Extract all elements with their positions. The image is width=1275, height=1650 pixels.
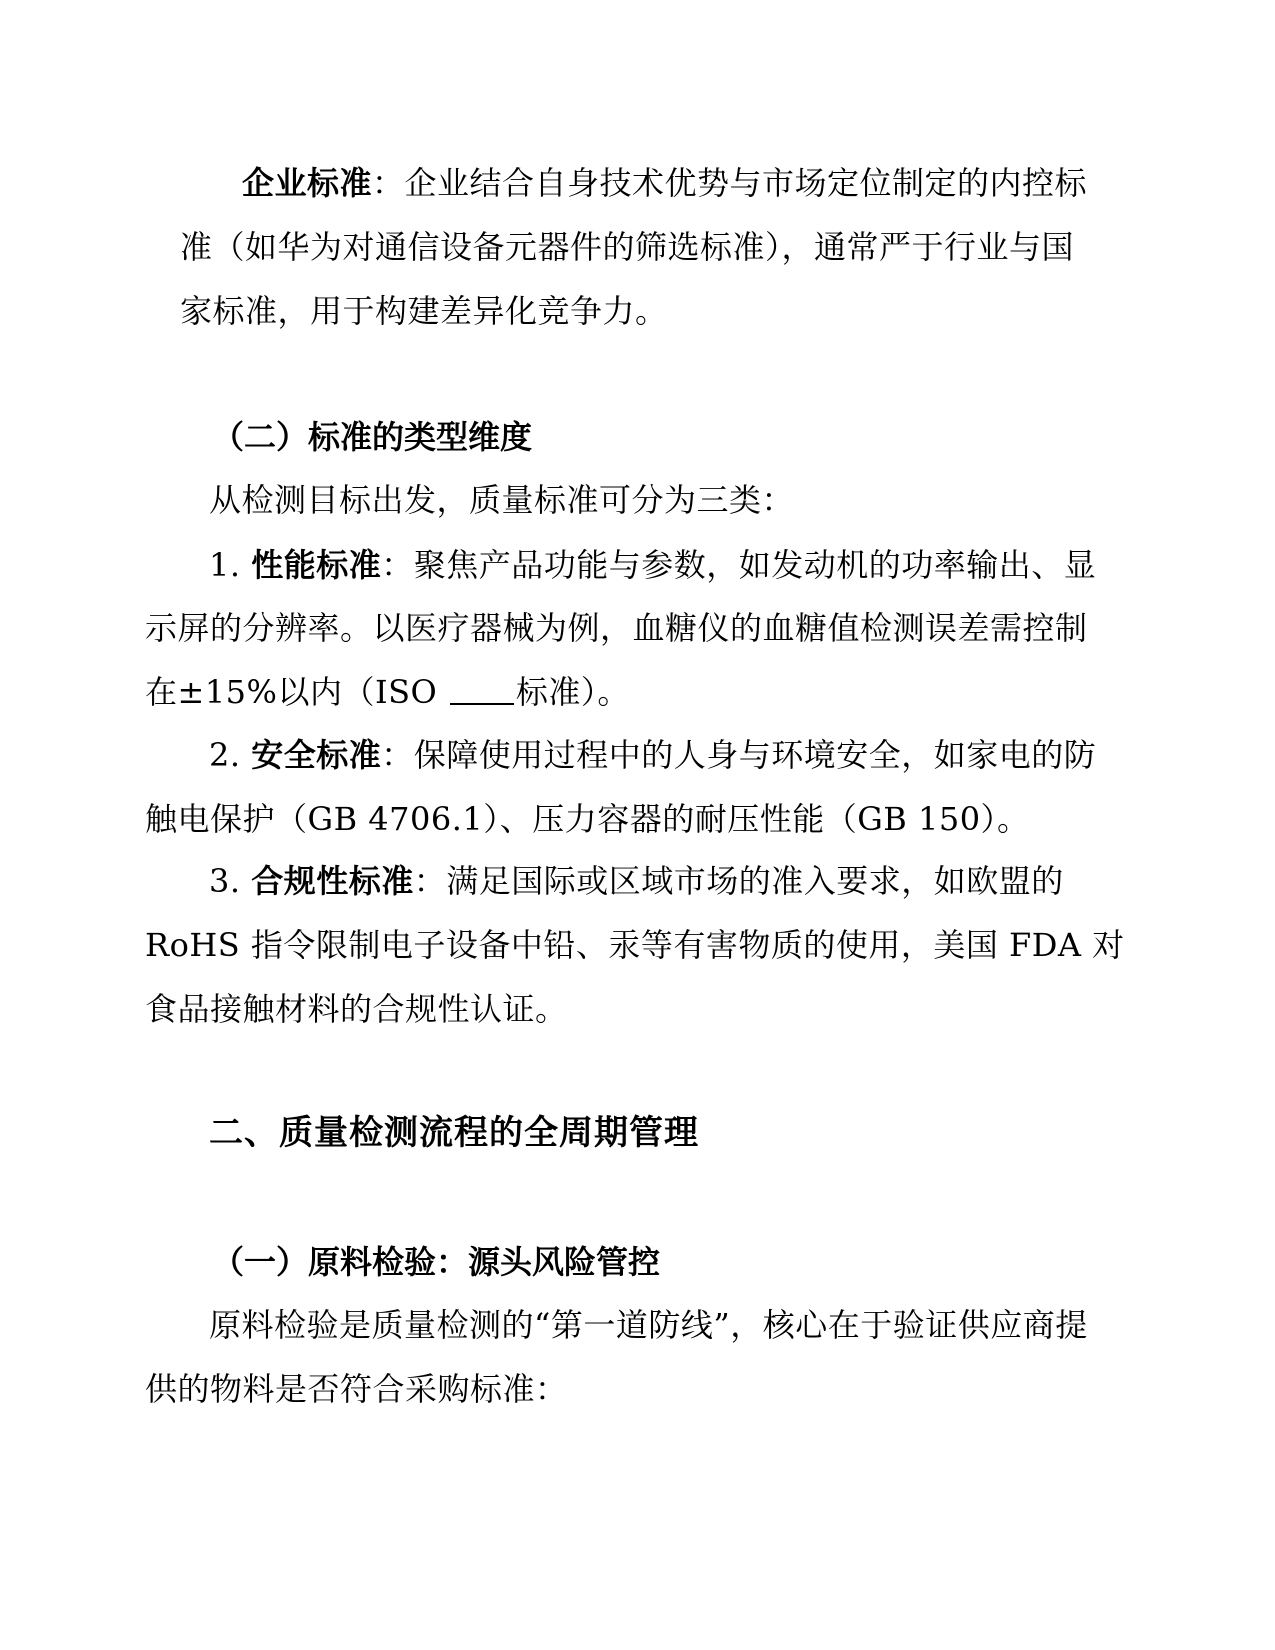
item-1-number: 1. — [209, 546, 252, 584]
colon: ： — [381, 546, 414, 584]
colon: ： — [381, 736, 414, 774]
item-1-term: 性能标准 — [251, 546, 382, 584]
item-2-number: 2. — [209, 736, 252, 774]
section-2-2-intro: 从检测目标出发，质量标准可分为三类： — [209, 481, 795, 519]
item-3-line-3: 食品接触材料的合规性认证。 — [145, 990, 568, 1028]
item-2-line-2: 触电保护（GB 4706.1）、压力容器的耐压性能（GB 150）。 — [145, 800, 1030, 838]
item-2-term: 安全标准 — [251, 736, 382, 774]
item-3-line-2: RoHS 指令限制电子设备中铅、汞等有害物质的使用，美国 FDA 对 — [145, 926, 1125, 964]
enterprise-standard-line-3: 家标准，用于构建差异化竞争力。 — [180, 292, 668, 330]
item-1-line-2: 示屏的分辨率。以医疗器械为例，血糖仪的血糖值检测误差需控制 — [145, 609, 1088, 647]
item-3-line-1 — [209, 861, 1064, 901]
colon: ： — [372, 164, 405, 202]
enterprise-standard-line-1 — [242, 163, 1087, 203]
item-1-text-1: 聚焦产品功能与参数，如发动机的功率输出、显 — [413, 546, 1097, 584]
section-1-line-2: 供的物料是否符合采购标准： — [145, 1370, 568, 1408]
enterprise-standard-term: 企业标准 — [242, 164, 373, 202]
enterprise-standard-text-1: 企业结合自身技术优势与市场定位制定的内控标 — [404, 164, 1088, 202]
item-3-number: 3. — [209, 862, 252, 900]
section-1-line-1: 原料检验是质量检测的“第一道防线”，核心在于验证供应商提 — [209, 1306, 1088, 1344]
item-2-text-1: 保障使用过程中的人身与环境安全，如家电的防 — [413, 736, 1097, 774]
item-3-term: 合规性标准 — [251, 862, 414, 900]
chapter-2-heading: 二、质量检测流程的全周期管理 — [209, 1113, 699, 1153]
item-3-text-1: 满足国际或区域市场的准入要求，如欧盟的 — [446, 862, 1064, 900]
fill-in-blank — [450, 675, 514, 705]
section-2-2-heading: （二）标准的类型维度 — [212, 418, 533, 456]
enterprise-standard-line-2: 准（如华为对通信设备元器件的筛选标准），通常严于行业与国 — [180, 228, 1075, 266]
colon: ： — [413, 862, 447, 900]
item-1-line-1 — [209, 545, 1096, 585]
item-1-line-3 — [145, 672, 630, 712]
item-2-line-1 — [209, 735, 1096, 775]
item-1-text-3-after: 标准）。 — [515, 673, 630, 711]
section-1-heading: （一）原料检验：源头风险管控 — [212, 1243, 661, 1281]
item-1-text-3-before: 在±15%以内（ISO — [145, 673, 448, 711]
